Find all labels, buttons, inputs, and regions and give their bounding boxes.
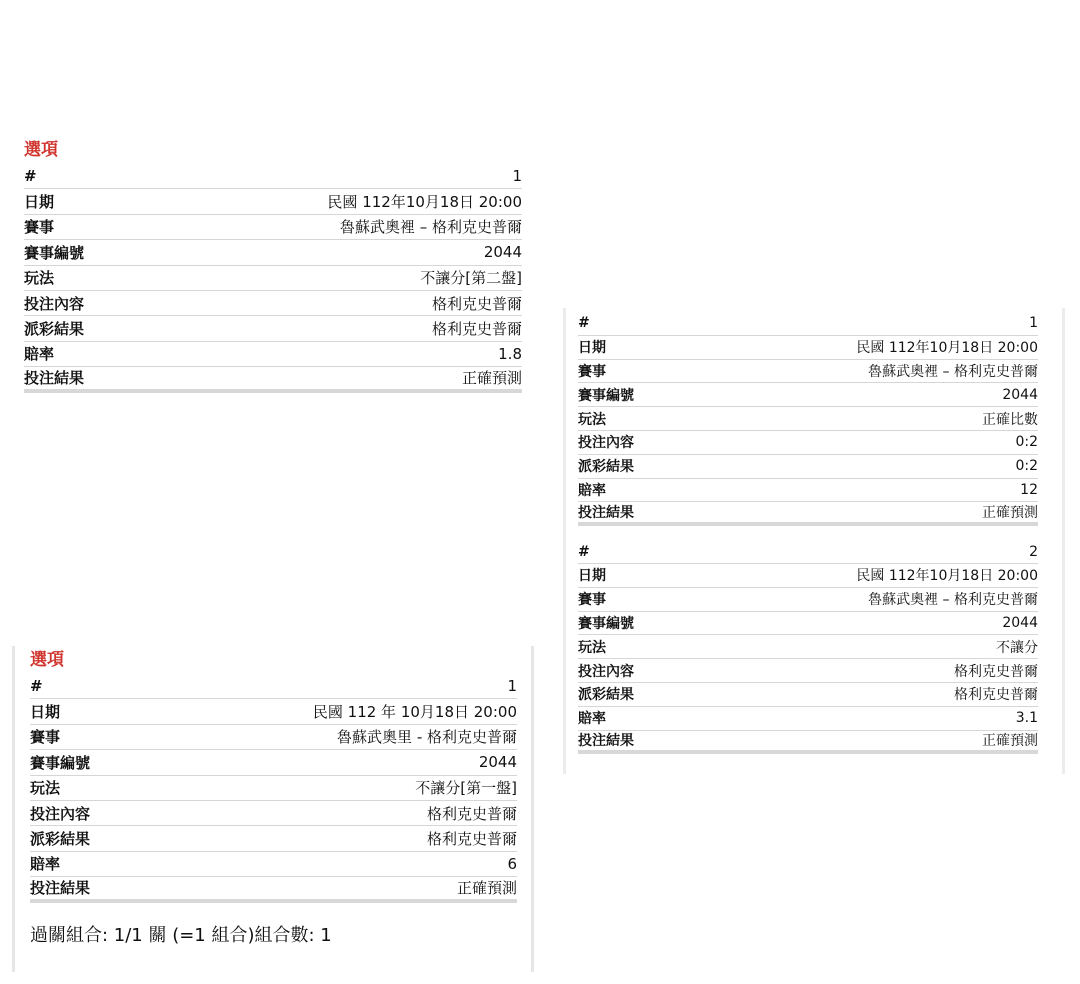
table-row [24, 367, 522, 392]
row-value: 民國 112年10月18日 20:00 [856, 340, 1038, 357]
row-label: 投注結果 [578, 733, 634, 750]
table-row [24, 215, 522, 240]
row-value: 12 [1020, 481, 1038, 498]
row-value: 6 [507, 854, 517, 873]
table-row [30, 852, 517, 877]
table-row [24, 266, 522, 291]
row-value: 1 [512, 167, 522, 186]
bet-selection-panel-3 [563, 308, 1065, 774]
row-value: 2 [1029, 543, 1038, 560]
table-row [578, 502, 1038, 526]
row-label: 日期 [578, 340, 606, 357]
row-value: 民國 112年10月18日 20:00 [327, 193, 522, 212]
table-row [30, 877, 517, 902]
row-value: 魯蘇武奧里 - 格利克史普爾 [337, 728, 517, 747]
table-row [578, 336, 1038, 360]
selection-table [578, 540, 1038, 754]
row-value: 不讓分[第一盤] [415, 779, 517, 798]
row-value: 格利克史普爾 [431, 320, 522, 339]
selection-table [24, 164, 522, 393]
row-value: 1.8 [498, 344, 522, 363]
row-label: 賽事 [578, 592, 606, 609]
table-row [578, 707, 1038, 731]
row-label: 日期 [578, 568, 606, 585]
row-value: 格利克史普爾 [426, 830, 517, 849]
row-value: 正確比數 [982, 411, 1038, 428]
table-row [578, 731, 1038, 755]
row-label: 賽事編號 [578, 615, 634, 632]
row-value: 2044 [1002, 386, 1038, 403]
table-row [30, 699, 517, 724]
table-row [578, 659, 1038, 683]
table-row [24, 316, 522, 341]
table-row [578, 683, 1038, 707]
table-row [30, 826, 517, 851]
table-row [30, 674, 517, 699]
bet-selection-panel-1 [24, 136, 522, 393]
row-value: 不讓分[第二盤] [420, 269, 522, 288]
row-label: 賠率 [578, 711, 606, 728]
row-label: 玩法 [578, 639, 606, 656]
row-value: 魯蘇武奧裡 – 格利克史普爾 [868, 592, 1038, 609]
row-value: 0:2 [1015, 434, 1038, 451]
row-value: 格利克史普爾 [426, 804, 517, 823]
table-row [578, 635, 1038, 659]
row-label: 派彩結果 [578, 459, 634, 476]
row-value: 格利克史普爾 [954, 663, 1038, 680]
table-row [578, 612, 1038, 636]
row-label: # [578, 315, 590, 332]
row-value: 3.1 [1015, 710, 1038, 727]
table-row [30, 801, 517, 826]
row-label: 投注結果 [578, 505, 634, 522]
row-label: 玩法 [24, 269, 55, 288]
table-row [578, 564, 1038, 588]
row-label: 賽事 [30, 728, 61, 747]
row-label: 投注內容 [578, 435, 634, 452]
row-value: 2044 [1002, 614, 1038, 631]
section-title: 選項 [30, 650, 64, 670]
row-label: 日期 [24, 193, 55, 212]
row-value: 不讓分 [996, 639, 1038, 656]
table-row [30, 776, 517, 801]
row-label: 賽事編號 [578, 387, 634, 404]
row-label: 玩法 [578, 411, 606, 428]
row-value: 0:2 [1015, 458, 1038, 475]
row-label: 賠率 [24, 345, 55, 364]
row-label: 日期 [30, 703, 61, 722]
row-label: # [578, 543, 590, 560]
row-label: 投注結果 [30, 879, 91, 898]
row-value: 正確預測 [982, 505, 1038, 522]
table-row [30, 750, 517, 775]
table-row [24, 164, 522, 189]
row-value: 正確預測 [456, 879, 517, 898]
table-row [578, 455, 1038, 479]
row-label: 投注內容 [578, 663, 634, 680]
table-row [30, 725, 517, 750]
row-value: 1 [507, 677, 517, 696]
table-row [24, 189, 522, 214]
row-label: 賽事 [578, 363, 606, 380]
row-value: 魯蘇武奧裡 – 格利克史普爾 [339, 218, 522, 237]
row-label: 賽事編號 [24, 243, 85, 262]
parlay-summary: 過關組合: 1/1 關 (=1 組合)組合數: 1 [30, 924, 332, 946]
table-row [24, 240, 522, 265]
row-label: 玩法 [30, 779, 61, 798]
row-label: 投注內容 [30, 804, 91, 823]
row-label: 投注結果 [24, 369, 85, 388]
row-value: 民國 112 年 10月18日 20:00 [312, 703, 517, 722]
row-value: 格利克史普爾 [431, 294, 522, 313]
row-label: 派彩結果 [24, 320, 85, 339]
row-value: 正確預測 [461, 369, 522, 388]
row-value: 1 [1029, 315, 1038, 332]
table-row [578, 479, 1038, 503]
row-label: 賽事編號 [30, 753, 91, 772]
row-value: 2044 [483, 243, 522, 262]
bet-selection-panel-2 [12, 646, 534, 972]
table-row [578, 383, 1038, 407]
row-value: 格利克史普爾 [954, 687, 1038, 704]
selection-table [30, 674, 517, 903]
table-row [24, 291, 522, 316]
table-row [578, 540, 1038, 564]
row-value: 民國 112年10月18日 20:00 [856, 568, 1038, 585]
row-value: 2044 [478, 753, 517, 772]
table-row [578, 431, 1038, 455]
table-row [578, 312, 1038, 336]
row-label: 賠率 [578, 482, 606, 499]
row-label: # [30, 677, 43, 696]
row-label: # [24, 167, 37, 186]
row-label: 投注內容 [24, 294, 85, 313]
row-label: 派彩結果 [30, 830, 91, 849]
row-label: 賠率 [30, 855, 61, 874]
row-label: 賽事 [24, 218, 55, 237]
selection-table [578, 312, 1038, 526]
row-value: 正確預測 [982, 733, 1038, 750]
table-row [578, 588, 1038, 612]
section-title: 選項 [24, 140, 58, 160]
table-row [24, 342, 522, 367]
table-row [578, 360, 1038, 384]
table-row [578, 407, 1038, 431]
row-value: 魯蘇武奧裡 – 格利克史普爾 [868, 363, 1038, 380]
row-label: 派彩結果 [578, 687, 634, 704]
